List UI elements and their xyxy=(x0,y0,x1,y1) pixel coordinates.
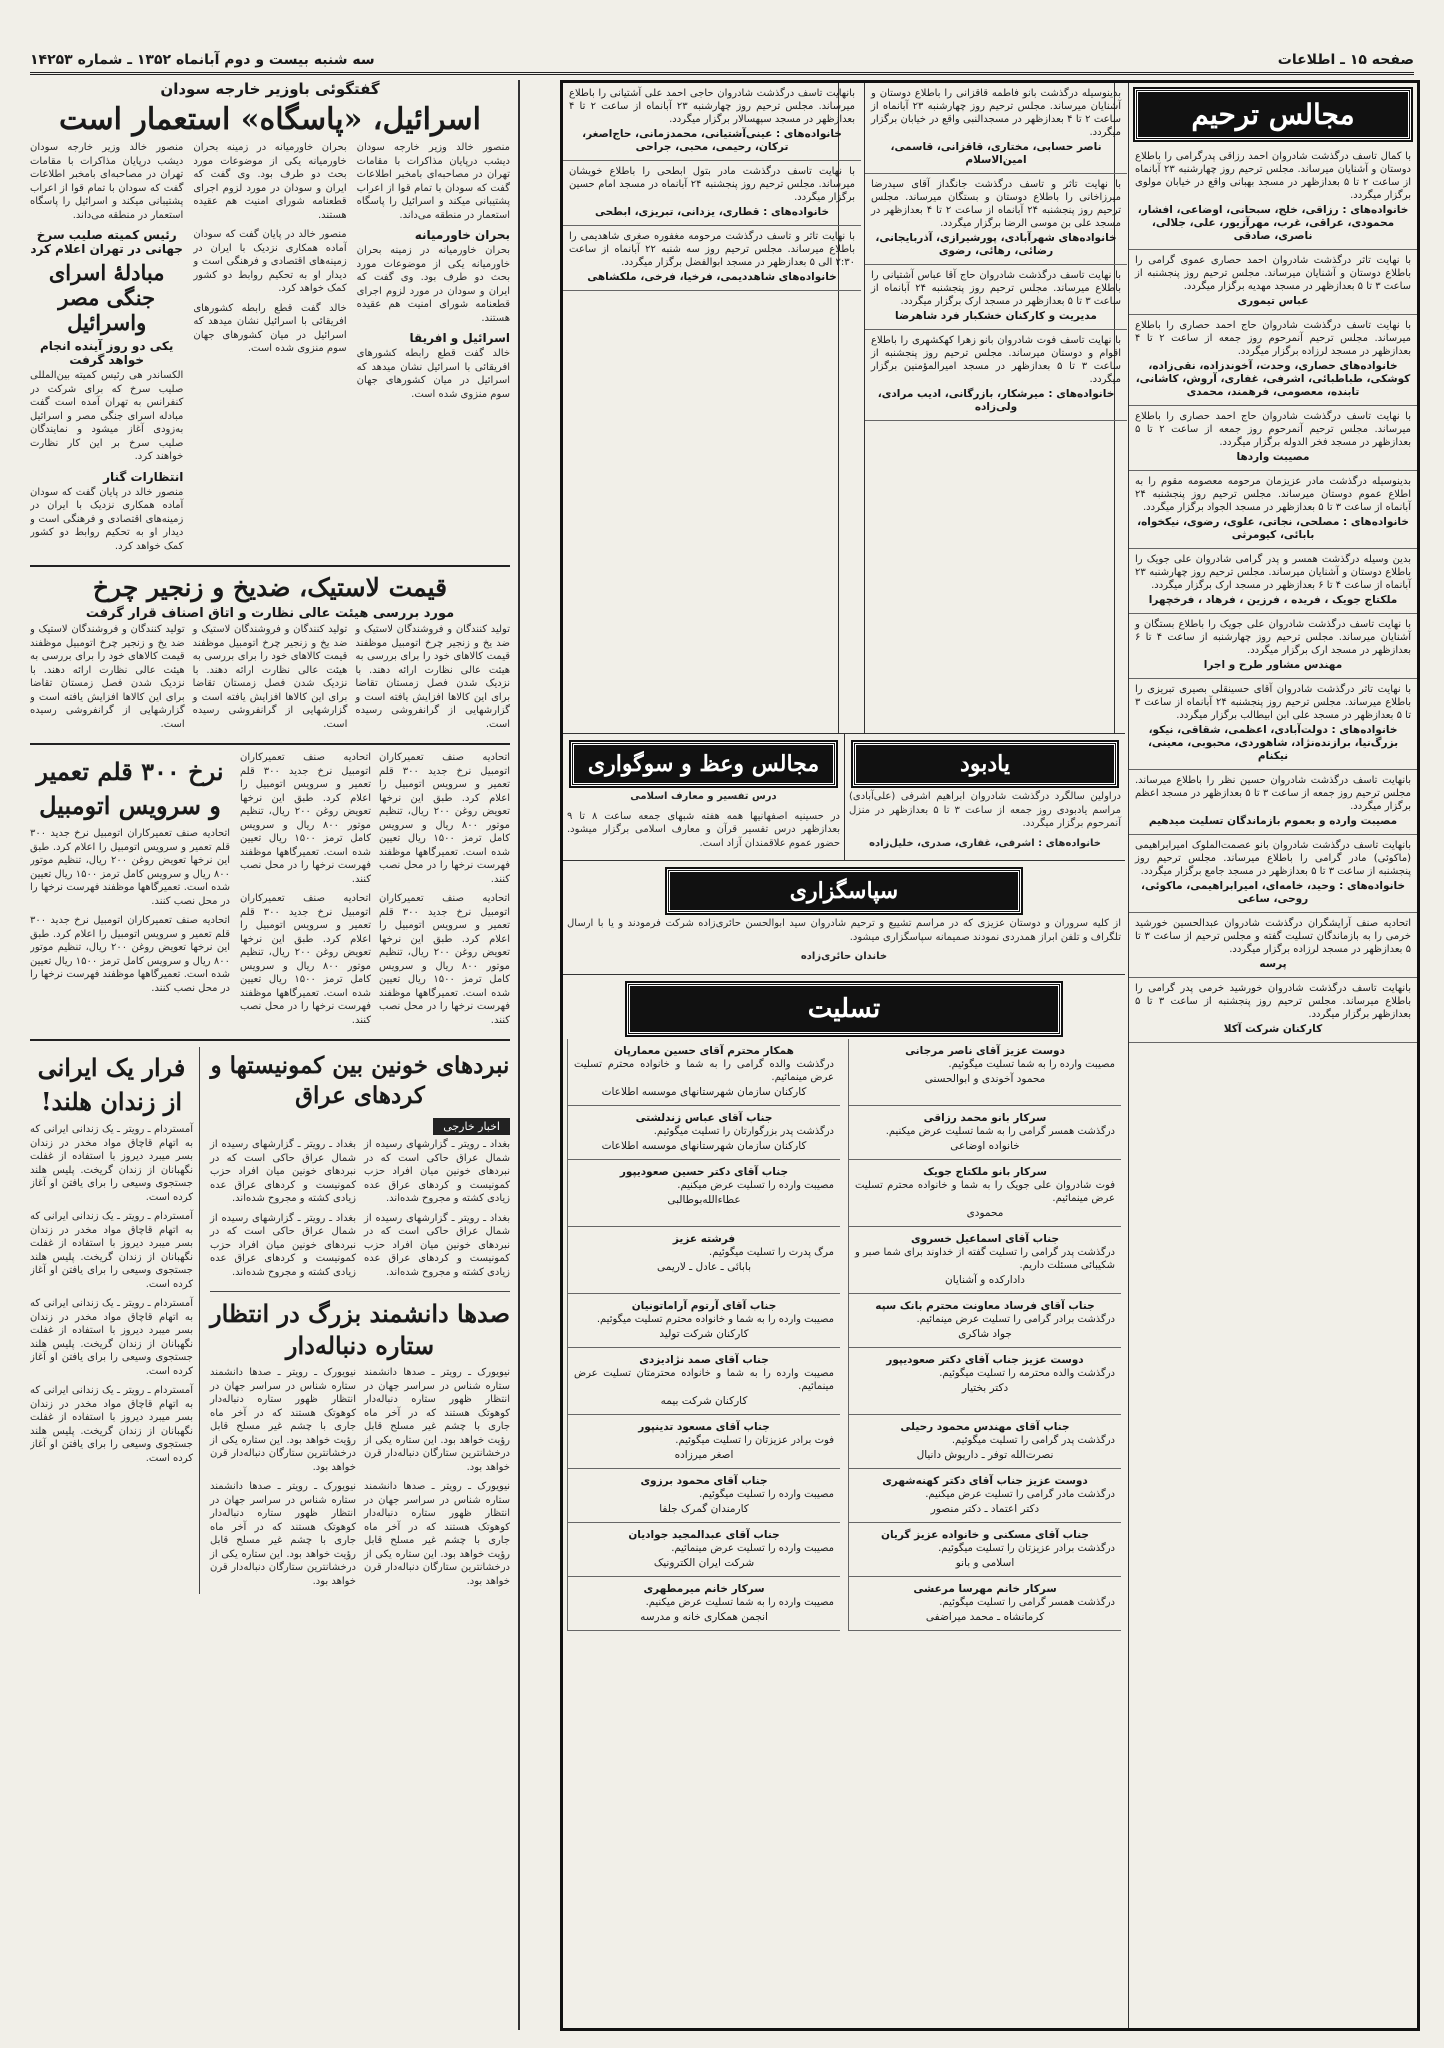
condolence-recipient: جناب آقای عباس زندلشتی xyxy=(635,1111,773,1124)
story-body: منصور خالد وزیر خارجه سودان دیشب درپایان مذاکرات با مقامات تهران در مصاحبه‌ای بامخبر اطلاعات گفت که سودان با تمام قوا از اعراب پشتیبانی میکند و اسرائیل را پاسگاه استعمار در منطقه می‌داند. xyxy=(30,142,184,221)
condolence-recipient: جناب آقای فرساد معاونت محترم بانک سپه xyxy=(875,1299,1095,1312)
tarhim-list xyxy=(1129,146,1417,1043)
news-section xyxy=(30,78,510,2028)
condolence-recipient: سرکار خانم مهرسا مرعشی xyxy=(913,1582,1057,1595)
condolence-text: مصیبت وارده را به شما تسلیت عرض میکنیم. xyxy=(645,1596,834,1608)
vaz-banner: مجالس وعظ و سوگواری xyxy=(571,742,836,786)
story-body: نیویورک ـ رویتر ـ صدها دانشمند ستاره شناس در سراسر جهان در انتظار ظهور ستاره دنباله‌دار کوهوتک هستند که در آخر ماه جاری با چشم غیر مسلح قابل رؤیت خواهد بود. این ستاره یکی از درخشانترین ستارگان دنباله‌دار قرن خواهد بود. xyxy=(364,1367,510,1473)
tarhim-notice xyxy=(563,226,861,291)
vaz-title: درس تفسیر و معارف اسلامی xyxy=(630,791,777,802)
condolence-signature: کارکنان سازمان شهرستانهای موسسه اطلاعات xyxy=(601,1085,807,1098)
condolence-signature: محمود آخوندی و ابوالحسنی xyxy=(924,1072,1046,1085)
condolence-notice xyxy=(567,1523,840,1577)
condolence-signature: نصرت‌الله توفر ـ داریوش دانیال xyxy=(916,1448,1054,1461)
story-body: خالد گفت قطع رابطه کشورهای افریقائی با اسرائیل نشان میدهد که اسرائیل در میان کشورهای جهان سوم منزوی شده است. xyxy=(193,302,347,354)
condolence-notice xyxy=(848,1348,1121,1415)
condolence-signature: دکتر بختیار xyxy=(961,1381,1009,1394)
condolence-recipient: جناب آقای مسکنی و خانواده عزیز گریان xyxy=(881,1528,1089,1541)
tarhim-notice xyxy=(1129,770,1417,835)
story-body: بحران خاورمیانه در زمینه بحران خاورمیانه یکی از موضوعات مورد بحث دو طرف بود. وی گفت که ایران و سودان در مورد لزوم اجرای قطعنامه شورای امنیت هم عقیده هستند. xyxy=(193,142,347,221)
tarhim-column-right xyxy=(1128,83,1417,2028)
condolence-recipient: دوست عزیز آقای ناصر مرجانی xyxy=(905,1044,1065,1057)
condolence-text: مصیبت وارده را تسلیت عرض میکنیم. xyxy=(677,1179,834,1191)
story-headline: فرار یک ایرانی از زندان هلند! xyxy=(37,1053,186,1116)
condolence-signature: محمودی xyxy=(966,1206,1004,1219)
condolence-text: فوت برادر عزیزتان را تسلیت میگوئیم. xyxy=(675,1434,834,1446)
condolence-signature: عطاء‌الله‌بوطالبی xyxy=(667,1193,741,1206)
tarhim-notice xyxy=(1129,315,1417,406)
story-body: بغداد ـ رویتر ـ گزارشهای رسیده از شمال عراق حاکی است که در نبردهای خونین میان افراد حزب کمونیست و کردهای عراق عده زیادی کشته و مجروح شده‌اند. xyxy=(210,1212,356,1278)
condolence-recipient: فرشته عزیز xyxy=(672,1232,736,1245)
condolence-text: مصیبت وارده را تسلیت میگوئیم. xyxy=(699,1488,834,1500)
section-label: اخبار خارجی xyxy=(433,1118,510,1135)
kurds-story xyxy=(210,1051,510,1285)
notice-text: اتحادیه صنف آرایشگران درگذشت شادروان عبدالحسین خورشید خرمی را به بازماندگان تسلیت گفته و مجلس ترحیم از ساعت ۳ تا ۵ بعدازظهر در مسجد لرزاده برگزار میگردد. xyxy=(1135,918,1411,955)
notice-signature: خانواده‌های : عینی‌آشتیانی، محمدزمانی، حاج‌اصغر، ترکان، رحیمی، محبی، جراحی xyxy=(582,128,842,153)
condolence-text: مصیبت وارده را به شما و خانواده محترمتان تسلیت عرض مینمائیم. xyxy=(574,1367,834,1392)
yadbud-text: دراولین سالگرد درگذشت شادروان ابراهیم اشرفی (علی‌آبادی) مراسم یادبودی روز جمعه از ساعت ۳ تا ۵ بعدازظهر در منزل آنمرحوم برگزار میگردد. xyxy=(849,791,1121,829)
condolence-recipient: جناب آقای مهندس محمود رحیلی xyxy=(900,1420,1070,1433)
car-repair-story xyxy=(30,751,510,1033)
notice-signature: مصیبت وارده و بعموم بازماندگان تسلیت میدهیم xyxy=(1148,815,1398,827)
story-subhead: اسرائیل و افریقا xyxy=(409,331,510,345)
condolence-recipient: جناب آقای محمود برزوی xyxy=(640,1474,768,1487)
condolence-text: مصیبت وارده را به شما و خانواده محترم تسلیت میگوئیم. xyxy=(596,1313,834,1325)
tarhim-list xyxy=(563,83,861,291)
story-body: منصور خالد در پایان گفت که سودان آماده همکاری نزدیک با ایران در زمینه‌های اقتصادی و فرهنگی است و دیدار او به تحکیم روابط دو کشور کمک خواهد کرد. xyxy=(30,486,184,552)
condolence-recipient: جناب آقای آرتوم آراماتونیان xyxy=(631,1299,777,1312)
condolence-signature: اصغر میرزاده xyxy=(674,1448,734,1461)
sudan-story xyxy=(30,80,510,559)
condolence-text: درگذشت همسر گرامی را تسلیت میگوئیم. xyxy=(939,1596,1115,1608)
tarhim-notice xyxy=(1129,471,1417,549)
story-subhead: یکی دو روز آینده انجام خواهد گرفت xyxy=(40,339,174,367)
story-subhead: بحران خاورمیانه xyxy=(414,228,510,242)
condolence-text: درگذشت پدر گرامی را تسلیت میگوئیم. xyxy=(951,1434,1115,1446)
condolence-signature: جواد شاکری xyxy=(958,1327,1012,1340)
lower-notices xyxy=(563,733,1125,2029)
condolence-signature: کارکنان شرکت بیمه xyxy=(660,1394,748,1407)
notice-signature: مصیبت واردها xyxy=(1236,451,1310,463)
story-body: نیویورک ـ رویتر ـ صدها دانشمند ستاره شناس در سراسر جهان در انتظار ظهور ستاره دنباله‌دار کوهوتک هستند که در آخر ماه جاری با چشم غیر مسلح قابل رؤیت خواهد بود. این ستاره یکی از درخشانترین ستارگان دنباله‌دار قرن خواهد بود. xyxy=(210,1367,356,1473)
tarhim-notice xyxy=(865,174,1127,265)
story-subhead: رئیس کمیته صلیب سرخ جهانی در تهران اعلام کرد xyxy=(30,228,183,256)
vaz-text: در حسینیه اصفهانیها همه هفته شبهای جمعه ساعت ۸ تا ۹ بعدازظهر درس تفسیر قرآن و معارف اسلامی برگزار میشود. حضور عموم علاقمندان آزاد است. xyxy=(567,810,840,849)
condolence-signature: کارکنان سازمان شهرستانهای موسسه اطلاعات xyxy=(601,1139,807,1152)
prison-escape-story xyxy=(30,1047,200,1594)
tarhim-notice xyxy=(1129,146,1417,250)
story-body: اتحادیه صنف تعمیرکاران اتومبیل نرخ جدید ۳۰۰ قلم تعمیر و سرویس اتومبیل را اعلام کرد. طبق این نرخها تعویض روغن ۲۰۰ ریال، تنظیم موتور ۸۰۰ ریال و سرویس کامل ترمز ۱۵۰۰ ریال تعیین شده است. تعمیرگاهها موظفند فهرست نرخها را در محل نصب کنند. xyxy=(30,915,230,994)
tarhim-notice xyxy=(1129,679,1417,770)
story-body: نیویورک ـ رویتر ـ صدها دانشمند ستاره شناس در سراسر جهان در انتظار ظهور ستاره دنباله‌دار کوهوتک هستند که در آخر ماه جاری با چشم غیر مسلح قابل رؤیت خواهد بود. این ستاره یکی از درخشانترین ستارگان دنباله‌دار قرن خواهد بود. xyxy=(364,1481,510,1587)
story-body: اتحادیه صنف تعمیرکاران اتومبیل نرخ جدید ۳۰۰ قلم تعمیر و سرویس اتومبیل را اعلام کرد. طبق این نرخها تعویض روغن ۲۰۰ ریال، تنظیم موتور ۸۰۰ ریال و سرویس کامل ترمز ۱۵۰۰ ریال تعیین شده است. تعمیرگاهها موظفند فهرست نرخها را در محل نصب کنند. xyxy=(379,893,510,1026)
condolence-notice xyxy=(848,1469,1121,1523)
condolence-recipient: جناب آقای مسعود تدینپور xyxy=(638,1420,770,1433)
condolence-recipient: جناب آقای دکتر حسین صعودیپور xyxy=(619,1165,789,1178)
tarhim-notice xyxy=(1129,614,1417,679)
condolence-text: فوت شادروان علی جویک را به شما و خانواده محترم تسلیت عرض مینمائیم. xyxy=(855,1179,1115,1204)
tarhim-banner: مجالس ترحیم xyxy=(1135,89,1411,140)
tarhim-notice xyxy=(865,83,1127,174)
notice-text: بدین وسیله درگذشت همسر و پدر گرامی شادروان علی جویک را باطلاع دوستان و آشنایان میرساند. مجلس ترحیم روز چهارشنبه ۲۳ آبانماه از ساعت ۴ تا ۶ بعدازظهر در مسجد ارک برگزار میگردد. xyxy=(1135,554,1411,591)
notice-signature: کارکنان شرکت آکلا xyxy=(1223,1023,1323,1035)
story-headline: اسرائیل، «پاسگاه» استعمار است xyxy=(59,102,481,137)
story-headline: صدها دانشمند بزرگ در انتظار ستاره دنباله‌دار xyxy=(210,1299,510,1360)
notice-signature: خانواده‌های : مصلحی، نجاتی، علوی، رضوی، نیکخواه، بابائی، کیومرثی xyxy=(1137,516,1409,541)
notice-text: بدینوسیله درگذشت بانو فاطمه قاقزانی را باطلاع دوستان و آشنایان میرساند. مجلس ترحیم روز چهارشنبه ۲۳ آبانماه از ساعت ۲ تا ۴ بعدازظهر در مسجدالنبی واقع در خیابان برگزار میگردد. xyxy=(871,88,1122,138)
condolence-signature: بابائی ـ عادل ـ لاریمی xyxy=(657,1260,751,1273)
condolence-recipient: سرکار بانو ملکتاج جویک xyxy=(923,1165,1047,1178)
story-body: خالد گفت قطع رابطه کشورهای افریقائی با اسرائیل نشان میدهد که اسرائیل در میان کشورهای جهان سوم منزوی شده است. xyxy=(356,348,510,400)
column-divider xyxy=(518,80,520,2030)
condolence-text: درگذشت والده گرامی را به شما و خانواده محترم تسلیت عرض مینمائیم. xyxy=(574,1058,834,1083)
condolence-signature: شرکت ایران الکترونیک xyxy=(653,1556,755,1569)
notice-text: با نهایت تاثر درگذشت شادروان احمد حصاری عموی گرامی را باطلاع دوستان و آشنایان میرساند. مجلس ترحیم روز پنجشنبه از ساعت ۳ تا ۵ بعدازظهر در مسجد مهدیه برگزار میگردد. xyxy=(1135,255,1411,292)
story-body: بحران خاورمیانه در زمینه بحران خاورمیانه یکی از موضوعات مورد بحث دو طرف بود. وی گفت که ایران و سودان در مورد لزوم اجرای قطعنامه شورای امنیت هم عقیده هستند. xyxy=(356,245,510,324)
story-body: تولید کنندگان و فروشندگان لاستیک و ضد یخ و زنجیر چرخ اتومبیل موظفند قیمت کالاهای خود را برای بررسی به هیئت عالی نظارت ارائه دهند. با نزدیک شدن فصل زمستان تقاضا برای این کالاها افزایش یافته است و گزارشهایی از گرانفروشی رسیده است. xyxy=(192,624,348,730)
story-body: آمستردام ـ رویتر ـ یک زندانی ایرانی که به اتهام قاچاق مواد مخدر در زندان بسر میبرد دیروز با استفاده از غفلت نگهبانان از زندان گریخت. پلیس هلند جستجوی وسیعی را برای یافتن او آغاز کرده است. xyxy=(30,1124,193,1203)
notice-signature: مهندس مشاور طرح و اجرا xyxy=(1203,659,1343,671)
condolence-notice xyxy=(848,1523,1121,1577)
condolence-notice xyxy=(567,1415,840,1469)
masthead xyxy=(30,48,1414,75)
notice-text: با نهایت تاسف درگذشت شادروان حاج احمد حصاری را باطلاع میرساند. مجلس ترحیم آنمرحوم روز جمعه از ساعت ۲ تا ۴ بعدازظهر در مسجد لرزاده برگزار میگردد. xyxy=(1135,320,1412,357)
condolence-text: مصیبت وارده را تسلیت عرض مینمائیم. xyxy=(671,1542,834,1554)
condolence-signature: کرمانشاه ـ محمد میراضفی xyxy=(925,1610,1045,1623)
story-subhead: انتظارات گنار xyxy=(103,469,184,484)
notices-section xyxy=(560,80,1420,2031)
notice-signature: عباس تیموری xyxy=(1237,295,1309,307)
notice-text: با نهایت تاسف فوت شادروان بانو زهرا کهکشهری را باطلاع اقوام و دوستان میرساند. مجلس ترحیم روز پنجشنبه از ساعت ۳ تا ۵ بعدازظهر در مسجد امیرالمؤمنین برگزار میگردد. xyxy=(871,335,1122,385)
condolence-notice xyxy=(567,1039,840,1106)
condolence-recipient: دوست عزیز جناب آقای دکتر کهنه‌شهری xyxy=(882,1474,1088,1487)
notice-text: بانهایت تاسف درگذشت شادروان حسین نظر را باطلاع میرساند. مجلس ترحیم روز جمعه از ساعت ۳ تا ۵ بعدازظهر در مسجد اعظم برگزار میگردد. xyxy=(1135,775,1411,812)
condolence-recipient: دوست عزیز جناب آقای دکتر صعودیپور xyxy=(886,1353,1084,1366)
notice-text: با نهایت تاسف درگذشت شادروان حاج احمد حصاری را باطلاع میرساند. مجلس ترحیم آنمرحوم روز جمعه از ساعت ۲ تا ۵ بعدازظهر در مسجد فخر الدوله برگزار میگردد. xyxy=(1135,411,1412,448)
notice-text: بانهایت تاسف درگذشت شادروان خورشید خرمی پدر گرامی را باطلاع میرساند. مجلس ترحیم روز پنجشنبه از ساعت ۳ تا ۵ بعدازظهر برگزار میگردد. xyxy=(1135,983,1411,1020)
condolence-notice xyxy=(567,1160,840,1227)
notice-signature: خانواده‌های : وحید، خامه‌ای، امیرابراهیمی، ماکوئی، روحی، ساعی xyxy=(1140,880,1406,905)
notice-text: بانهایت تاسف درگذشت شادروان بانو عصمت‌الملوک امیرابراهیمی (ماکوئی) مادر گرامی را باطلاع میرساند. مجلس ترحیم روز پنجشنبه از ساعت ۳ تا ۵ بعدازظهر در مسجد جامع برگزار میگردد. xyxy=(1135,840,1411,877)
condolence-notice xyxy=(567,1106,840,1160)
story-headline: قیمت لاستیک، ضدیخ و زنجیر چرخ xyxy=(92,573,448,602)
condolence-notice xyxy=(848,1294,1121,1348)
story-body: آمستردام ـ رویتر ـ یک زندانی ایرانی که به اتهام قاچاق مواد مخدر در زندان بسر میبرد دیروز با استفاده از غفلت نگهبانان از زندان گریخت. پلیس هلند جستجوی وسیعی را برای یافتن او آغاز کرده است. xyxy=(30,1211,193,1290)
page-number-label: صفحه ۱۵ ـ اطلاعات xyxy=(1277,52,1414,68)
notice-signature: خانواده‌های : میرشکار، بازرگانی، ادیب مرادی، ولی‌زاده xyxy=(877,388,1115,413)
condolence-notice xyxy=(567,1469,840,1523)
condolence-recipient: جناب آقای صمد نژادیزدی xyxy=(639,1353,769,1366)
story-kicker: مورد بررسی هیئت عالی نظارت و اتاق اصناف قرار گرفت xyxy=(85,606,455,621)
story-body: اتحادیه صنف تعمیرکاران اتومبیل نرخ جدید ۳۰۰ قلم تعمیر و سرویس اتومبیل را اعلام کرد. طبق این نرخها تعویض روغن ۲۰۰ ریال، تنظیم موتور ۸۰۰ ریال و سرویس کامل ترمز ۱۵۰۰ ریال تعیین شده است. تعمیرگاهها موظفند فهرست نرخها را در محل نصب کنند. xyxy=(240,893,372,1026)
notice-signature: خانواده‌های : قطاری، یزدانی، تبریزی، ابطحی xyxy=(594,206,830,218)
tarhim-notice xyxy=(1129,835,1417,913)
condolence-recipient: جناب آقای اسماعیل خسروی xyxy=(910,1232,1060,1245)
condolence-signature: کارکنان شرکت تولید xyxy=(659,1327,749,1340)
notice-text: بدینوسیله درگذشت مادر عزیزمان مرحومه معصومه مقوم را به اطلاع عموم دوستان میرساند. مجلس ترحیم روز پنجشنبه ۲۴ آبانماه از ساعت ۳ تا ۵ بعدازظهر در مسجد الجواد برگزار میگردد. xyxy=(1135,476,1411,513)
condolence-signature: انجمن همکاری خانه و مدرسه xyxy=(640,1610,768,1623)
sepas-text: از کلیه سروران و دوستان عزیزی که در مراسم تشییع و ترحیم شادروان سید ابوالحسن حائری‌زاده شرکت فرمودند و یا با ارسال تلگراف و تلفن ابراز همدردی نمودند صمیمانه سپاسگزاری میشود. xyxy=(567,918,1121,943)
condolence-signature: اسلامی و بانو xyxy=(955,1556,1015,1569)
condolence-signature: کارمندان گمرک جلفا xyxy=(659,1502,749,1515)
tarhim-notice xyxy=(1129,978,1417,1043)
story-body: اتحادیه صنف تعمیرکاران اتومبیل نرخ جدید ۳۰۰ قلم تعمیر و سرویس اتومبیل را اعلام کرد. طبق این نرخها تعویض روغن ۲۰۰ ریال، تنظیم موتور ۸۰۰ ریال و سرویس کامل ترمز ۱۵۰۰ ریال تعیین شده است. تعمیرگاهها موظفند فهرست نرخها را در محل نصب کنند. xyxy=(240,752,372,885)
story-body: تولید کنندگان و فروشندگان لاستیک و ضد یخ و زنجیر چرخ اتومبیل موظفند قیمت کالاهای خود را برای بررسی به هیئت عالی نظارت ارائه دهند. با نزدیک شدن فصل زمستان تقاضا برای این کالاها افزایش یافته است و گزارشهایی از گرانفروشی رسیده است. xyxy=(30,624,185,730)
condolence-text: مصیبت وارده را به شما تسلیت میگوئیم. xyxy=(948,1058,1115,1070)
tarhim-notice xyxy=(1129,549,1417,614)
sepas-banner: سپاسگزاری xyxy=(667,869,1021,913)
notice-text: با کمال تاسف درگذشت شادروان احمد رزاقی پدرگرامی را باطلاع دوستان و آشنایان میرساند. مجلس ترحیم روز چهارشنبه ۲۳ آبانماه از ساعت ۲ تا ۵ بعدازظهر در مسجد بهبانی واقع در خیابان مولوی برگزار میگردد. xyxy=(1135,151,1412,201)
condolence-notice xyxy=(567,1348,840,1415)
tarhim-notice xyxy=(865,330,1127,421)
condolence-text: مرگ پدرت را تسلیت میگوئیم. xyxy=(709,1246,834,1258)
condolence-notice xyxy=(848,1160,1121,1227)
story-body: اتحادیه صنف تعمیرکاران اتومبیل نرخ جدید ۳۰۰ قلم تعمیر و سرویس اتومبیل را اعلام کرد. طبق این نرخها تعویض روغن ۲۰۰ ریال، تنظیم موتور ۸۰۰ ریال و سرویس کامل ترمز ۱۵۰۰ ریال تعیین شده است. تعمیرگاهها موظفند فهرست نرخها را در محل نصب کنند. xyxy=(30,828,230,907)
condolence-text: درگذشت والده محترمه را تسلیت میگوئیم. xyxy=(939,1367,1115,1379)
tarhim-notice xyxy=(865,265,1127,330)
condolence-notice xyxy=(848,1106,1121,1160)
notice-signature: مدیریت و کارکنان خشکبار فرد شاهرضا xyxy=(895,310,1097,322)
notice-signature: خانواده‌های شاهددیمی، فرخیا، فرخی، ملکشاهی xyxy=(587,271,837,283)
notice-text: با نهایت تاثر درگذشت شادروان آقای حسینقلی بصیری تبریزی را باطلاع میرساند. مجلس ترحیم روز پنجشنبه ۲۴ آبانماه از ساعت ۳ تا ۵ بعدازظهر در مسجد علی ابن ابیطالب برگزار میگردد. xyxy=(1135,684,1411,721)
condolence-text: درگذشت برادر گرامی را تسلیت عرض مینمائیم. xyxy=(916,1313,1115,1325)
story-headline: نرخ ۳۰۰ قلم تعمیر و سرویس اتومبیل xyxy=(36,757,224,820)
condolence-notice xyxy=(848,1415,1121,1469)
condolence-notice xyxy=(567,1577,840,1631)
tarhim-notice xyxy=(563,83,861,161)
story-kicker: گفتگوئی باوزیر خارجه سودان xyxy=(160,80,380,98)
yadbud-signature: خانواده‌های : اشرفی، غفاری، صدری، خلیل‌زاده xyxy=(869,837,1101,849)
story-subheadline: مبادلهٔ اسرای جنگی مصر واسرائیل xyxy=(48,260,165,335)
story-body: آمستردام ـ رویتر ـ یک زندانی ایرانی که به اتهام قاچاق مواد مخدر در زندان بسر میبرد دیروز با استفاده از غفلت نگهبانان از زندان گریخت. پلیس هلند جستجوی وسیعی را برای یافتن او آغاز کرده است. xyxy=(30,1385,193,1464)
notice-signature: ملکتاج جویک ، فریده ، فرزین ، فرهاد ، فرخچهرا xyxy=(1148,594,1398,606)
notice-signature: خانواده‌های : رزاقی، خلج، سبحانی، اوضاعی، افشار، محمودی، عراقی، غرب، مهرآزیور، علی، جلالی، ناصری، صادقی xyxy=(1137,204,1409,242)
condolence-notice xyxy=(848,1039,1121,1106)
story-body: تولید کنندگان و فروشندگان لاستیک و ضد یخ و زنجیر چرخ اتومبیل موظفند قیمت کالاهای خود را برای بررسی به هیئت عالی نظارت ارائه دهند. با نزدیک شدن فصل زمستان تقاضا برای این کالاها افزایش یافته است و گزارشهایی از گرانفروشی رسیده است. xyxy=(355,624,510,730)
tarhim-notice xyxy=(1129,406,1417,471)
tarhim-notice xyxy=(563,161,861,226)
tarhim-notice xyxy=(1129,913,1417,978)
notice-text: با نهایت تاثر و تاسف درگذشت مرحومه مغفوره صغری شاهدیمی را باطلاع میرساند. مجلس ترحیم روز سه شنبه ۲۲ آبانماه از ساعت ۲:۳۰ الی ۵ بعدازظهر در مسجد ابوالفضل برگزار میگردد. xyxy=(569,231,855,268)
notice-signature: ناصر حسابی، مختاری، قاقزانی، قاسمی، امین‌الاسلام xyxy=(890,141,1102,166)
condolence-text: درگذشت مادر گرامی را تسلیت عرض میکنیم. xyxy=(925,1488,1115,1500)
condolence-notice xyxy=(567,1294,840,1348)
condolence-recipient: سرکار بانو محمد رزاقی xyxy=(923,1111,1047,1124)
story-body: نیویورک ـ رویتر ـ صدها دانشمند ستاره شناس در سراسر جهان در انتظار ظهور ستاره دنباله‌دار کوهوتک هستند که در آخر ماه جاری با چشم غیر مسلح قابل رؤیت خواهد بود. این ستاره یکی از درخشانترین ستارگان دنباله‌دار قرن خواهد بود. xyxy=(210,1481,356,1587)
condolence-notice xyxy=(567,1227,840,1294)
taslit-grid xyxy=(567,1039,1121,1631)
story-body: منصور خالد وزیر خارجه سودان دیشب درپایان مذاکرات با مقامات تهران در مصاحبه‌ای بامخبر اطلاعات گفت که سودان با تمام قوا از اعراب پشتیبانی میکند و اسرائیل را پاسگاه استعمار در منطقه می‌داند. xyxy=(356,142,510,221)
condolence-text: درگذشت پدر گرامی را تسلیت گفته از خداوند برای شما صبر و شکیبائی مسئلت داریم. xyxy=(855,1246,1115,1271)
tire-prices-story xyxy=(30,573,510,737)
condolence-signature: خانواده اوضاعی xyxy=(950,1139,1020,1152)
condolence-text: درگذشت پدر بزرگوارتان را تسلیت میگوئیم. xyxy=(653,1125,834,1137)
tarhim-list xyxy=(865,83,1127,421)
yadbud-banner: یادبود xyxy=(853,742,1117,786)
condolence-text: درگذشت همسر گرامی را به شما تسلیت عرض میکنیم. xyxy=(885,1125,1115,1137)
story-body: بغداد ـ رویتر ـ گزارشهای رسیده از شمال عراق حاکی است که در نبردهای خونین میان افراد حزب کمونیست و کردهای عراق عده زیادی کشته و مجروح شده‌اند. xyxy=(364,1139,510,1204)
condolence-recipient: سرکار خانم میرمطهری xyxy=(643,1582,765,1595)
condolence-signature: دکتر اعتماد ـ دکتر منصور xyxy=(930,1502,1040,1515)
notice-text: با نهایت تاثر و تاسف درگذشت جانگداز آقای سیدرضا میرزاخانی را باطلاع دوستان و بستگان میرساند. مجلس ترحیم روز پنجشنبه ۲۴ آبانماه از ساعت ۲ تا ۴ بعدازظهر در مسجد علی بن موسی الرضا برگزار میگردد. xyxy=(871,179,1121,229)
story-body: بغداد ـ رویتر ـ گزارشهای رسیده از شمال عراق حاکی است که در نبردهای خونین میان افراد حزب کمونیست و کردهای عراق عده زیادی کشته و مجروح شده‌اند. xyxy=(364,1212,510,1278)
condolence-notice xyxy=(848,1227,1121,1294)
notice-text: بانهایت تاسف درگذشت شادروان حاجی احمد علی آشتیانی را باطلاع میرساند. مجلس ترحیم روز چهارشنبه ۲۳ آبانماه از ساعت ۲ تا ۴ بعدازظهر در مسجد سپهسالار برگزار میگردد. xyxy=(569,88,855,125)
notice-signature: پرسه xyxy=(1259,958,1287,970)
sepas-signature: خاندان حائری‌زاده xyxy=(800,951,888,962)
taslit-banner: تسلیت xyxy=(627,983,1061,1035)
issue-date-label: سه شنبه بیست و دوم آبانماه ۱۳۵۲ ـ شماره ۱۴۲۵۳ xyxy=(30,52,375,68)
story-body: اتحادیه صنف تعمیرکاران اتومبیل نرخ جدید ۳۰۰ قلم تعمیر و سرویس اتومبیل را اعلام کرد. طبق این نرخها تعویض روغن ۲۰۰ ریال، تنظیم موتور ۸۰۰ ریال و سرویس کامل ترمز ۱۵۰۰ ریال تعیین شده است. تعمیرگاهها موظفند فهرست نرخها را در محل نصب کنند. xyxy=(379,752,510,885)
notice-signature: خانواده‌های : دولت‌آبادی، اعظمی، شقاقی، نیکو، بزرگ‌نیا، برازنده‌نژاد، شاهوردی، محبوبی، معینی، نیکنام xyxy=(1147,724,1399,762)
notice-signature: خانواده‌های شهرآبادی، پورشیرازی، آذربایجانی، رضائی، رهائی، رضوی xyxy=(875,232,1117,257)
story-body: آمستردام ـ رویتر ـ یک زندانی ایرانی که به اتهام قاچاق مواد مخدر در زندان بسر میبرد دیروز با استفاده از غفلت نگهبانان از زندان گریخت. پلیس هلند جستجوی وسیعی را برای یافتن او آغاز کرده است. xyxy=(30,1298,193,1377)
condolence-text: درگذشت برادر عزیزتان را تسلیت میگوئیم. xyxy=(938,1542,1115,1554)
condolence-notice xyxy=(848,1577,1121,1631)
story-body: الکساندر هی رئیس کمیته بین‌المللی صلیب سرخ که برای شرکت در کنفرانس به تهران آمده است گفت مبادله اسرای جنگی مصر و اسرائیل به‌زودی آغاز میشود و نمایندگان صلیب سرخ بر این کار نظارت خواهند کرد. xyxy=(30,370,184,462)
story-headline: نبردهای خونین بین کمونیستها و کردهای عراق xyxy=(210,1052,510,1109)
comet-story xyxy=(210,1298,510,1594)
notice-text: با نهایت تاسف درگذشت شادروان حاج آقا عباس آشتیانی را باطلاع میرساند. مجلس ترحیم روز پنجشنبه ۲۴ آبانماه از ساعت ۳ تا ۵ بعدازظهر در مسجد ارک برگزار میگردد. xyxy=(871,270,1121,307)
condolence-signature: دادارکده و آشنایان xyxy=(945,1273,1025,1286)
notice-text: با نهایت تاسف درگذشت مادر بتول ابطحی را باطلاع خویشان میرساند. مجلس ترحیم روز پنجشنبه ۲۴ آبانماه در مسجد امام حسین برگزار میگردد. xyxy=(569,166,855,203)
condolence-recipient: جناب آقای عبدالمجید جوادیان xyxy=(628,1528,780,1541)
notice-text: با نهایت تاسف درگذشت شادروان علی جویک را باطلاع بستگان و آشنایان میرساند. مجلس ترحیم روز چهارشنبه از ساعت ۴ تا ۶ بعدازظهر در مسجد ارک برگزار میگردد. xyxy=(1135,619,1411,656)
tarhim-notice xyxy=(1129,250,1417,315)
story-body: منصور خالد در پایان گفت که سودان آماده همکاری نزدیک با ایران در زمینه‌های اقتصادی و فرهنگی است و دیدار او به تحکیم روابط دو کشور کمک خواهد کرد. xyxy=(193,229,347,294)
condolence-recipient: همکار محترم آقای حسین معمارپان xyxy=(614,1044,794,1057)
notice-signature: خانواده‌های حصاری، وحدت، آخوندزاده، نقی‌زاده، کوشکی، طباطبائی، اشرفی، غفاری، آروش، کاشانی، تابنده، معصومی، فرهمند، محمدی xyxy=(1135,360,1411,398)
story-body: بغداد ـ رویتر ـ گزارشهای رسیده از شمال عراق حاکی است که در نبردهای خونین میان افراد حزب کمونیست و کردهای عراق عده زیادی کشته و مجروح شده‌اند. xyxy=(210,1139,356,1204)
